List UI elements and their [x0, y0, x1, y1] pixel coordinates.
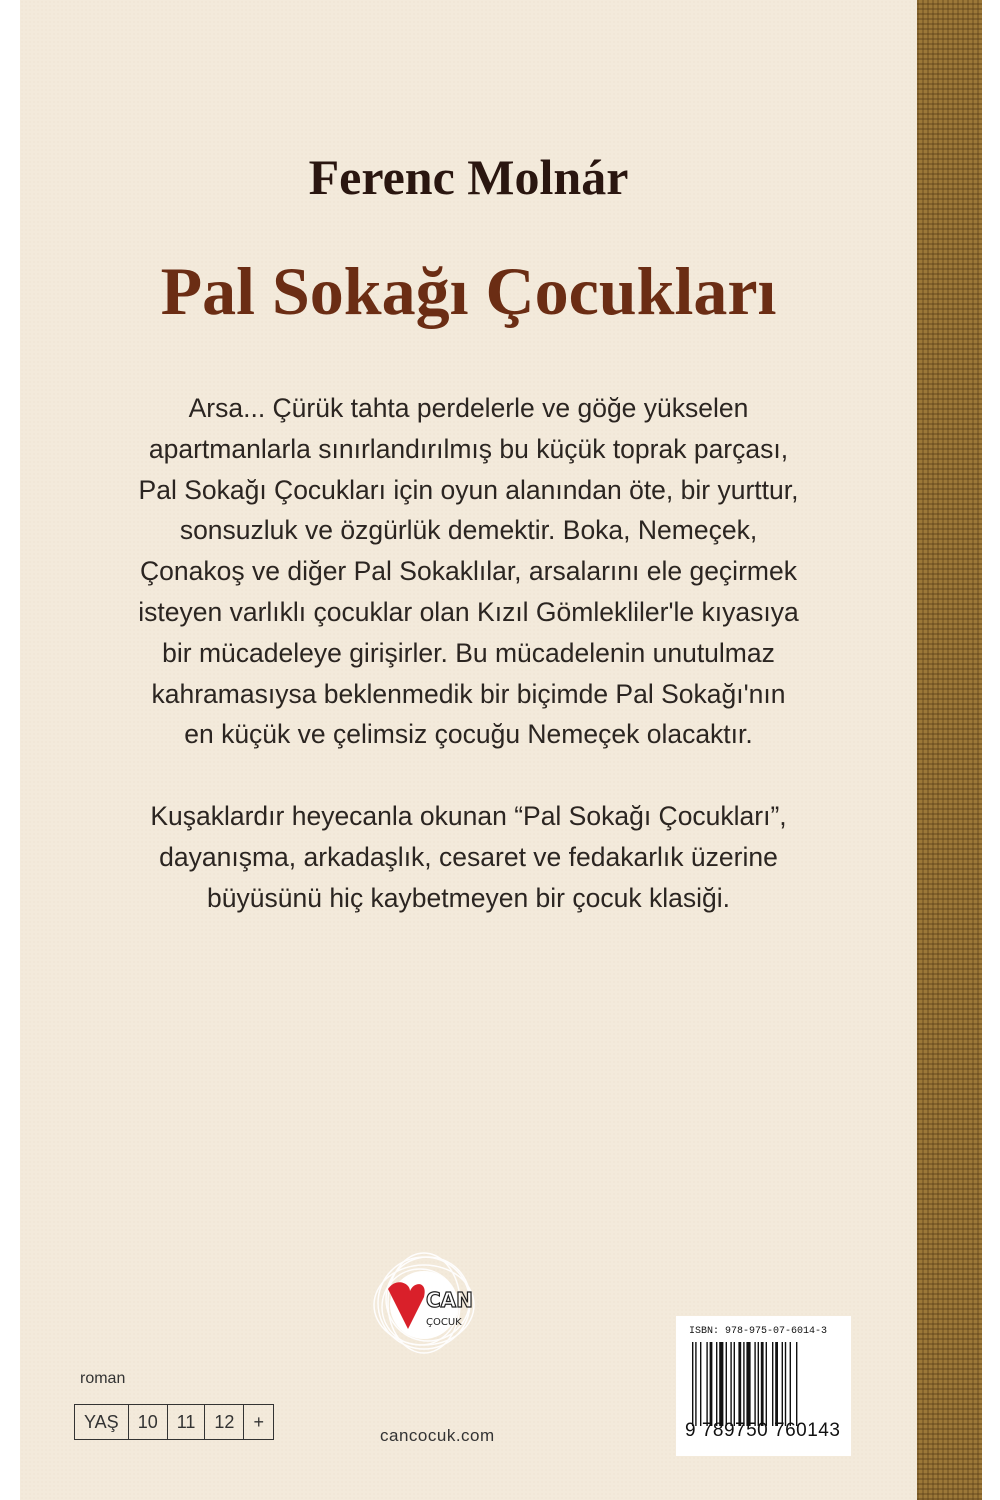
blurb-line: dayanışma, arkadaşlık, cesaret ve fedakarlık üzerine — [159, 841, 778, 872]
blurb-line: isteyen varlıklı çocuklar olan Kızıl Gömlekliler'le kıyasıya — [138, 596, 799, 627]
barcode-bar — [758, 1342, 759, 1426]
barcode-bar — [766, 1342, 767, 1426]
blurb-line: Pal Sokağı Çocukları için oyun alanından öte, bir yurttur, — [138, 474, 799, 505]
barcode-bar — [700, 1342, 701, 1426]
age-cell: 12 — [204, 1405, 243, 1439]
blurb — [20, 388, 917, 960]
barcode-bar — [716, 1342, 717, 1426]
age-cell: 11 — [167, 1405, 205, 1439]
barcode — [676, 1316, 851, 1456]
barcode-bar — [772, 1342, 773, 1426]
publisher-website: cancocuk.com — [380, 1426, 495, 1445]
book-title: Pal Sokağı Çocukları — [160, 253, 777, 329]
barcode-bar — [692, 1342, 693, 1426]
barcode-bar — [710, 1342, 713, 1426]
barcode-bar — [706, 1342, 707, 1426]
barcode-bars — [692, 1342, 838, 1426]
author-name: Ferenc Molnár — [308, 149, 629, 205]
blurb-line: Kuşaklardır heyecanla okunan “Pal Sokağı Çocukları”, — [150, 801, 787, 832]
age-table — [74, 1404, 274, 1440]
blurb-line: Çonakoş ve diğer Pal Sokaklılar, arsalarını ele geçirmek — [140, 556, 797, 587]
barcode-bar — [734, 1342, 735, 1426]
svg-text:CAN: CAN — [426, 1288, 473, 1312]
barcode-bar — [782, 1342, 783, 1426]
barcode-bar — [695, 1342, 696, 1426]
barcode-bar — [775, 1342, 778, 1426]
isbn-label: ISBN: 978-975-07-6014-3 — [689, 1326, 828, 1337]
barcode-bar — [726, 1342, 727, 1426]
barcode-bar — [746, 1342, 750, 1426]
can-cocuk-logo — [368, 1245, 480, 1365]
barcode-number: 9 789750 760143 — [685, 1420, 841, 1441]
blurb-paragraph-1 — [20, 388, 917, 755]
genre-label: roman — [80, 1370, 126, 1387]
age-cell: 10 — [128, 1405, 167, 1439]
barcode-bar — [761, 1342, 764, 1426]
blurb-line: bir mücadeleye girişirler. Bu mücadelenin unutulmaz — [162, 637, 775, 668]
barcode-bar — [743, 1342, 744, 1426]
cloth-spine — [917, 0, 982, 1500]
blurb-paragraph-2 — [20, 796, 917, 918]
age-cell: + — [243, 1405, 273, 1439]
barcode-bar — [754, 1342, 755, 1426]
barcode-bar — [730, 1342, 731, 1426]
barcode-bar — [790, 1342, 791, 1426]
age-cell: YAŞ — [84, 1412, 119, 1432]
blurb-line: Arsa... Çürük tahta perdelerle ve göğe yükselen — [188, 393, 749, 423]
barcode-bar — [796, 1342, 797, 1426]
barcode-bar — [785, 1342, 786, 1426]
blurb-line: büyüsünü hiç kaybetmeyen bir çocuk klasiği. — [207, 882, 730, 913]
blurb-line: sonsuzluk ve özgürlük demektir. Boka, Nemeçek, — [179, 515, 758, 546]
barcode-bar — [738, 1342, 741, 1426]
blurb-line: apartmanlarla sınırlandırılmış bu küçük toprak parçası, — [148, 433, 789, 464]
svg-text:ÇOCUK: ÇOCUK — [426, 1317, 462, 1328]
barcode-bar — [719, 1342, 723, 1426]
blurb-line: kahramasıysa beklenmedik bir biçimde Pal Sokağı'nın — [151, 678, 786, 709]
blurb-line: en küçük ve çelimsiz çocuğu Nemeçek olacaktır. — [184, 719, 753, 750]
